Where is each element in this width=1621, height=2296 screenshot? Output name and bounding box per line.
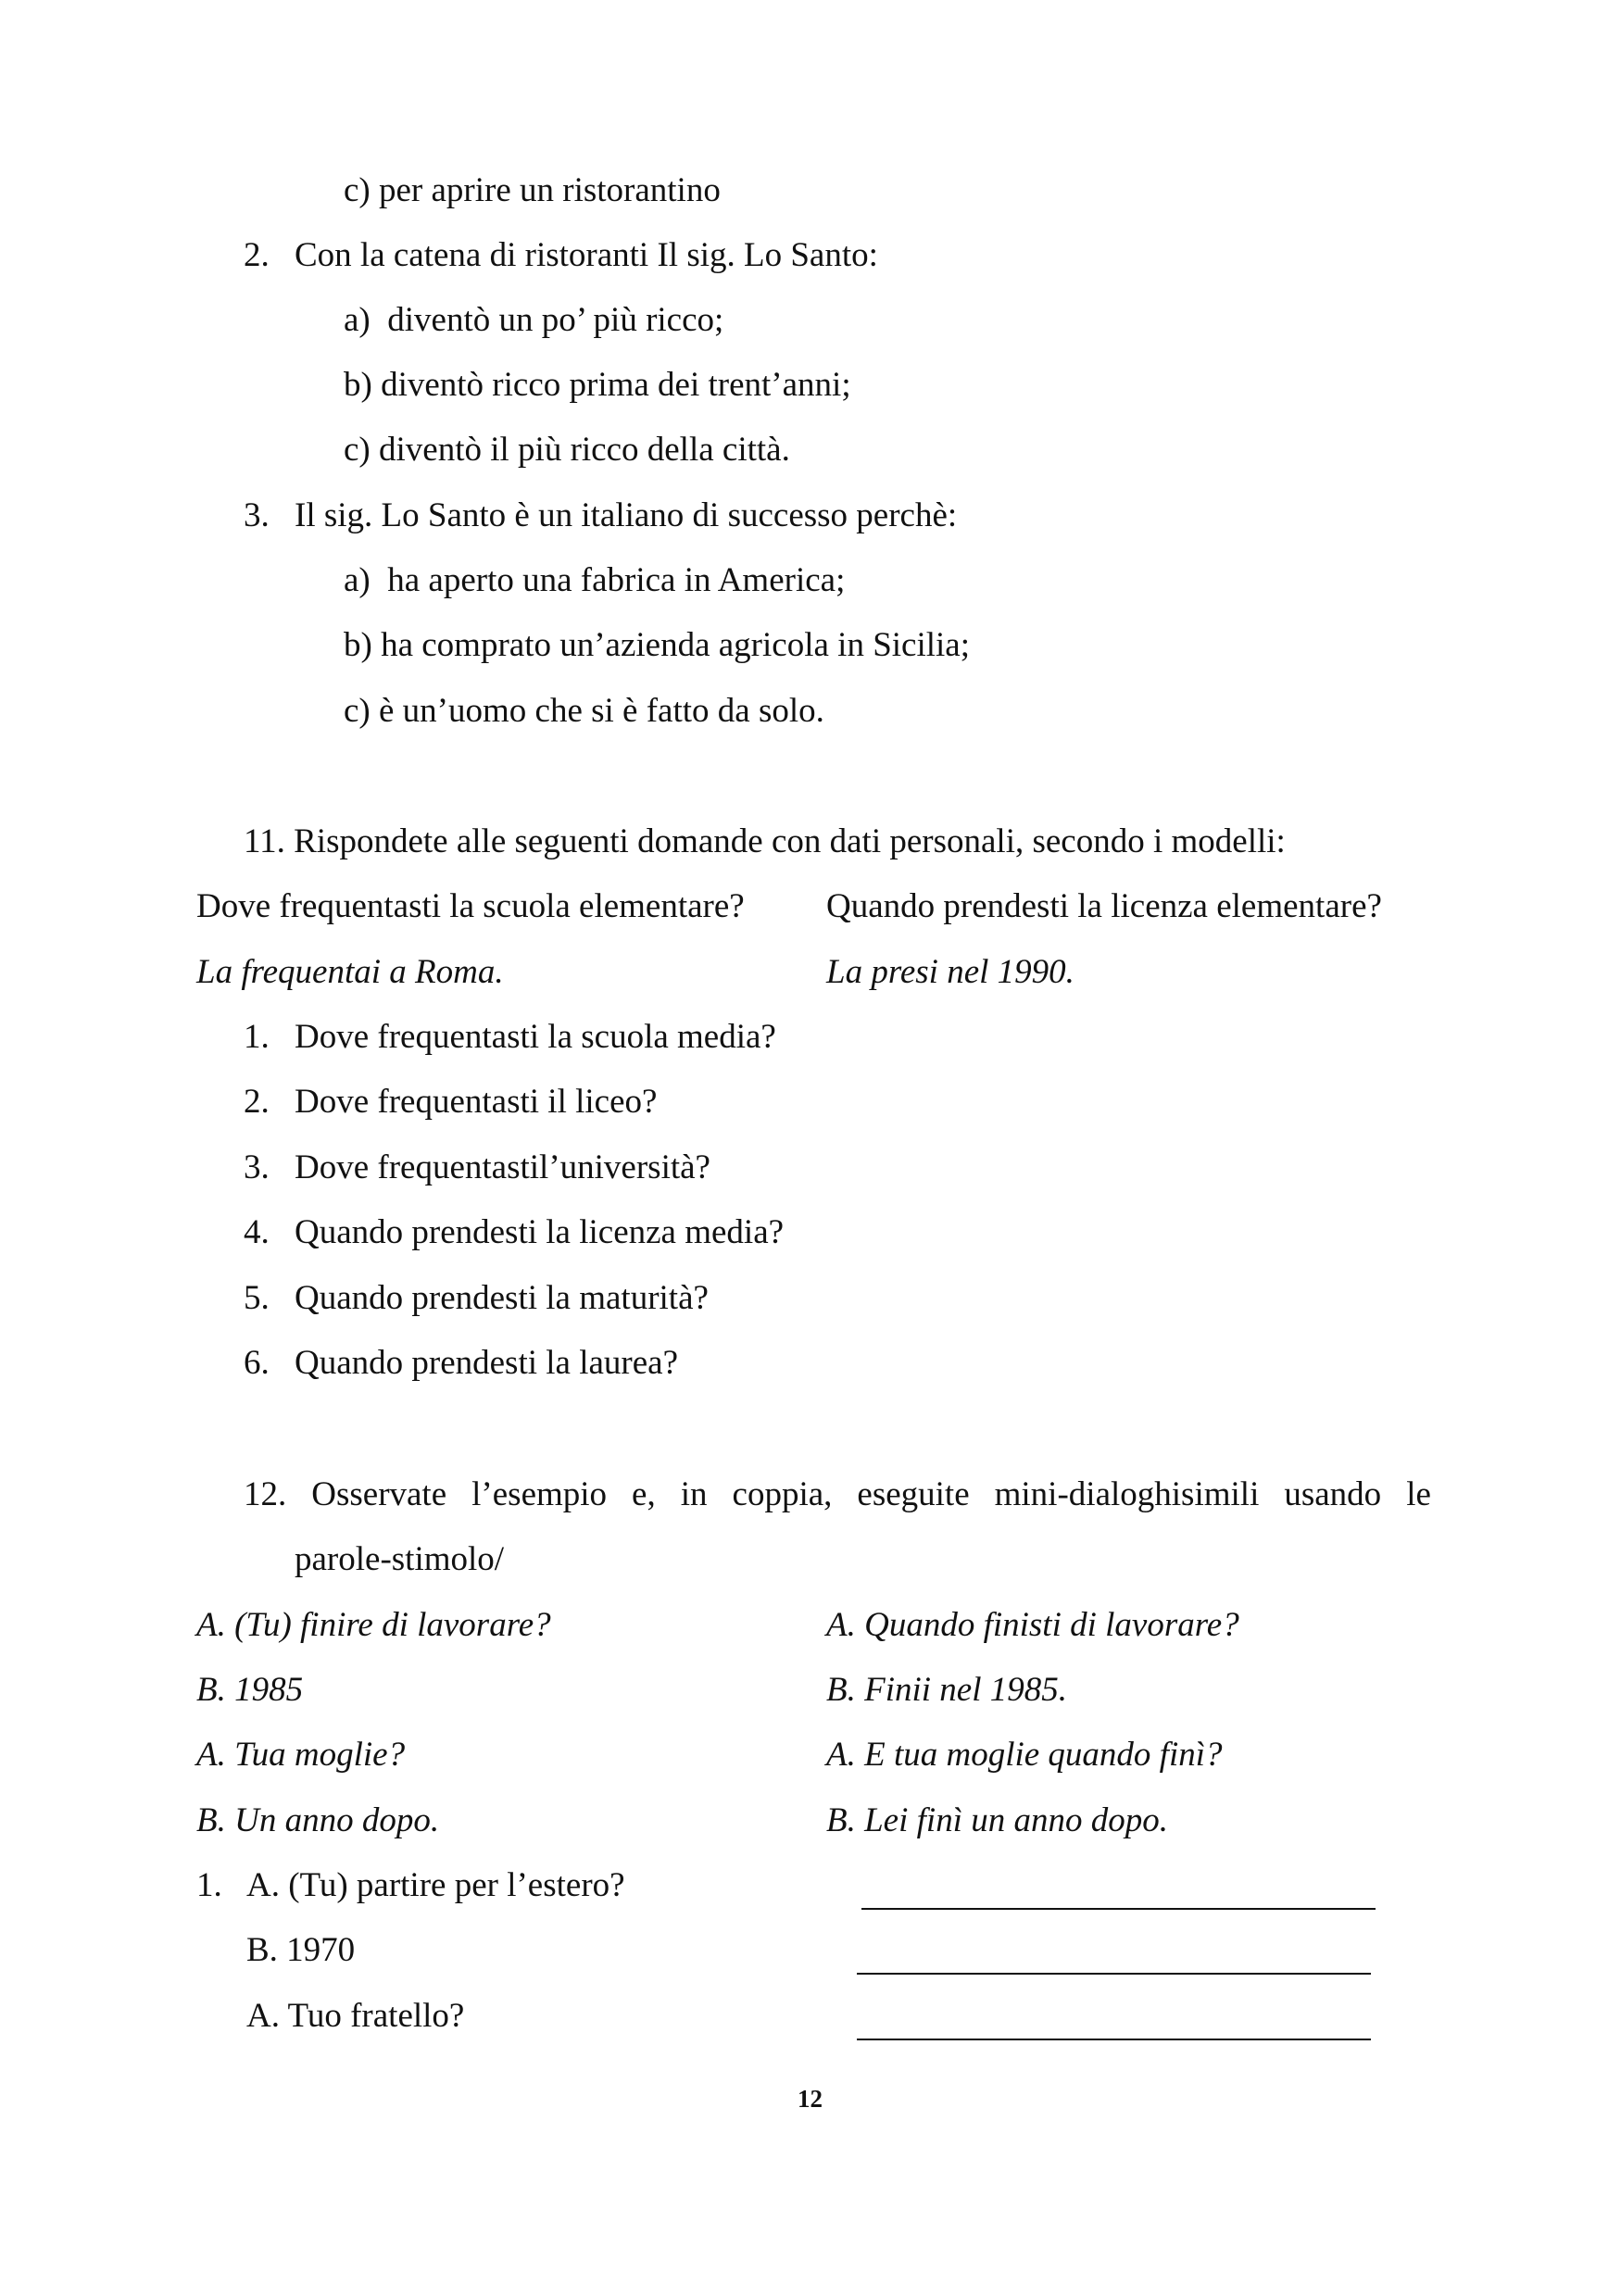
- exercise12-heading-continuation: parole-stimolo/: [295, 1540, 505, 1578]
- exercise12-heading-word: l’esempio: [471, 1475, 608, 1513]
- q2-text: Con la catena di ristoranti Il sig. Lo Santo:: [295, 236, 878, 274]
- exercise12-heading-word: coppia,: [732, 1475, 833, 1513]
- exercise11-model-right-answer: La presi nel 1990.: [826, 953, 1074, 991]
- exercise11-item-1-text: Dove frequentasti la scuola media?: [295, 1018, 776, 1056]
- answer-blank-2[interactable]: [857, 1973, 1371, 1975]
- exercise11-item-1-number: 1.: [244, 1018, 270, 1056]
- q1-option-c: c) per aprire un ristorantino: [344, 171, 721, 209]
- exercise12-example-right-1: A. Quando finisti di lavorare?: [826, 1606, 1239, 1644]
- exercise12-example-left-2: B. 1985: [196, 1671, 304, 1709]
- exercise11-model-left-answer: La frequentai a Roma.: [196, 953, 504, 991]
- exercise12-example-left-4: B. Un anno dopo.: [196, 1801, 440, 1839]
- exercise11-item-4-number: 4.: [244, 1213, 270, 1251]
- exercise12-item-1-line-b: B. 1970: [246, 1931, 356, 1969]
- q2-option-c: c) diventò il più ricco della città.: [344, 431, 790, 469]
- exercise12-heading-word: usando: [1284, 1475, 1382, 1513]
- exercise11-item-5-number: 5.: [244, 1279, 270, 1317]
- q3-text: Il sig. Lo Santo è un italiano di successo perchè:: [295, 496, 958, 534]
- exercise11-item-2-number: 2.: [244, 1083, 270, 1121]
- exercise11-item-3-number: 3.: [244, 1148, 270, 1186]
- exercise12-heading-word: mini-dialoghisimili: [994, 1475, 1260, 1513]
- q2-option-a: a) diventò un po’ più ricco;: [344, 301, 724, 339]
- exercise12-example-right-3: A. E tua moglie quando finì?: [826, 1736, 1223, 1774]
- exercise11-item-6-text: Quando prendesti la laurea?: [295, 1344, 679, 1382]
- exercise12-item-1-line-c: A. Tuo fratello?: [246, 1997, 465, 2035]
- exercise11-model-right-question: Quando prendesti la licenza elementare?: [826, 887, 1382, 925]
- exercise11-model-left-question: Dove frequentasti la scuola elementare?: [196, 887, 745, 925]
- exercise12-heading-word: in: [680, 1475, 708, 1513]
- exercise12-heading-word: Osservate: [311, 1475, 447, 1513]
- q3-option-a: a) ha aperto una fabrica in America;: [344, 561, 846, 599]
- q3-option-b: b) ha comprato un’azienda agricola in Sicilia;: [344, 626, 971, 664]
- exercise11-heading: 11. Rispondete alle seguenti domande con dati personali, secondo i modelli:: [244, 822, 1286, 860]
- answer-blank-3[interactable]: [857, 2039, 1371, 2040]
- exercise12-example-right-2: B. Finii nel 1985.: [826, 1671, 1067, 1709]
- exercise12-item-1-number: 1.: [196, 1866, 222, 1904]
- q2-number: 2.: [244, 236, 270, 274]
- exercise11-item-6-number: 6.: [244, 1344, 270, 1382]
- exercise12-heading: [244, 1477, 1431, 1512]
- q3-option-c: c) è un’uomo che si è fatto da solo.: [344, 692, 824, 730]
- exercise11-item-5-text: Quando prendesti la maturità?: [295, 1279, 709, 1317]
- exercise12-heading-word: le: [1406, 1475, 1431, 1513]
- exercise12-heading-word: 12.: [244, 1475, 287, 1513]
- q3-number: 3.: [244, 496, 270, 534]
- exercise12-heading-word: e,: [632, 1475, 656, 1513]
- exercise12-item-1-line-a: A. (Tu) partire per l’estero?: [246, 1866, 625, 1904]
- exercise12-example-right-4: B. Lei finì un anno dopo.: [826, 1801, 1168, 1839]
- exercise11-item-3-text: Dove frequentastil’università?: [295, 1148, 710, 1186]
- exercise11-item-4-text: Quando prendesti la licenza media?: [295, 1213, 785, 1251]
- page-number: 12: [798, 2085, 823, 2113]
- exercise11-item-2-text: Dove frequentasti il liceo?: [295, 1083, 658, 1121]
- answer-blank-1[interactable]: [861, 1908, 1376, 1910]
- exercise12-example-left-3: A. Tua moglie?: [196, 1736, 406, 1774]
- exercise12-example-left-1: A. (Tu) finire di lavorare?: [196, 1606, 551, 1644]
- q2-option-b: b) diventò ricco prima dei trent’anni;: [344, 366, 851, 404]
- exercise12-heading-word: eseguite: [857, 1475, 970, 1513]
